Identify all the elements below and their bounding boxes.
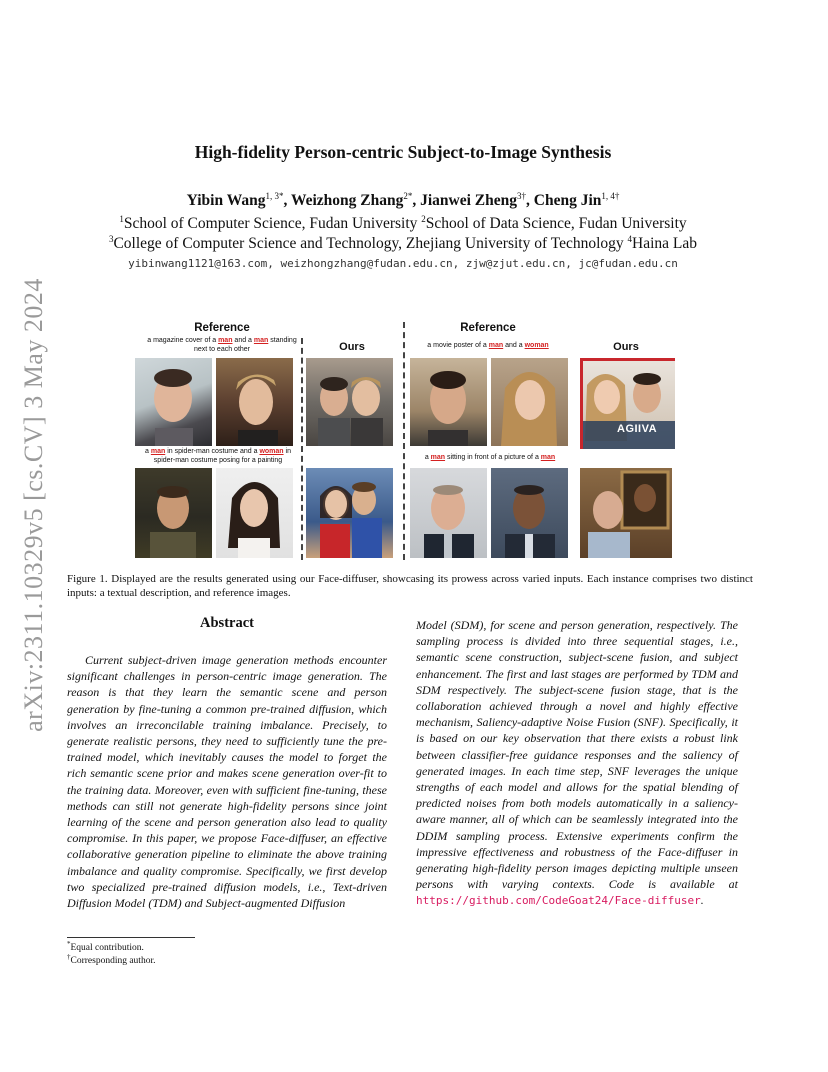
arxiv-sidebar xyxy=(14,278,54,732)
affiliation-line-1: $^1$School of Computer Science, Fudan University $^2$School of Data Science, Fudan University xyxy=(119,214,687,233)
prompt-text: a man in spider-man costume and a woman in spider-man costume posing for a painting xyxy=(145,448,291,464)
code-link[interactable]: https://github.com/CodeGoat24/Face-diffuser xyxy=(416,894,701,908)
footnote: †Corresponding author. xyxy=(67,953,156,967)
abstract-heading: Abstract xyxy=(200,615,254,631)
figure-divider xyxy=(403,322,405,560)
figure-caption: Figure 1. Displayed are the results generated using our Face-diffuser, showcasing its prowess across varied inputs. Each instance comprises two distinct inputs: a textual description, and reference images. xyxy=(67,573,753,599)
poster-title: AGIIVA xyxy=(617,423,658,435)
reference-photo xyxy=(491,358,568,446)
reference-photo xyxy=(135,468,212,558)
paper-title: High-fidelity Person-centric Subject-to-Image Synthesis xyxy=(194,142,612,162)
ours-heading: Ours xyxy=(613,341,639,353)
author: Yibin Wang$^{1, 3*}$, xyxy=(186,191,291,210)
abstract-column-1: Current subject-driven image generation methods encounter significant challenges in person-centric image generation. The reason is that they learn the semantic scene and person generation by fine-tuning a common pre-trained diffusion, which involves an irreconcilable training imbalance. Precisely, to generate realistic persons, they need to sufficiently tune the pre-trained model, which inevitably causes the model to forget the rich semantic scene prior and makes scene generation over-fit to the training data. Moreover, even with sufficient fine-tuning, these methods can still not generate high-fidelity persons since joint learning of the scene and person generation also lead to quality compromise. In this paper, we propose Face-diffuser, an effective collaborative generation pipeline to eliminate the above training imbalance and quality compromise. Specifically, we first develop two specialized pre-trained diffusion models, i.e., Text-driven Diffusion Model (TDM) and Subject-augmented Diffusion xyxy=(67,653,387,911)
author-list xyxy=(0,191,806,210)
author: Weizhong Zhang$^{2*}$, xyxy=(290,191,421,210)
abstract-column-2: Model (SDM), for scene and person generation, respectively. The sampling process is divided into three sequential stages, i.e., semantic scene construction, subject-scene fusion, and subject enhancement. The first and last stages are performed by TDM and SDM respectively. The subject-scene fusion stage, that is the collaboration achieved through a novel and highly effective mechanism, Saliency-adaptive Noise Fusion (SNF). Specifically, it is based on our key observation that there exists a robust link between classifier-free guidance responses and the saliency of generated images. In each time step, SNF leverages the unique strengths of each model and allows for the spatial blending of predicted noises from both models automatically in a saliency-aware manner, all of which can be seamlessly integrated into the DDIM sampling process. Extensive experiments confirm the impressive effectiveness and robustness of the Face-diffuser in generating high-fidelity person images depicting multiple unseen persons with varying contexts. Code is available at https://github.com/CodeGoat24/Face-diffuser. xyxy=(416,618,738,908)
arxiv-id: arXiv:2311.10329v5 [cs.CV] 3 May 2024 xyxy=(19,278,48,732)
reference-photo xyxy=(216,358,293,446)
reference-heading: Reference xyxy=(194,322,250,334)
reference-photo xyxy=(410,468,487,558)
figure-divider xyxy=(301,338,303,560)
ours-heading: Ours xyxy=(339,341,365,353)
prompt-text: a man sitting in front of a picture of a man xyxy=(424,454,556,461)
affiliation-line-2: $^3$College of Computer Science and Technology, Zhejiang University of Technology $^4$Haina Lab xyxy=(108,234,698,253)
prompt-text: a magazine cover of a man and a man standing next to each other xyxy=(147,337,297,353)
figure-1 xyxy=(135,318,673,560)
generated-photo xyxy=(580,468,672,558)
generated-photo xyxy=(580,358,675,449)
generated-photo xyxy=(306,358,393,446)
reference-photo xyxy=(410,358,487,446)
prompt-text: a movie poster of a man and a woman xyxy=(427,342,549,349)
footnote-rule xyxy=(67,937,195,938)
author: Cheng Jin$^{1, 4\dagger}$ xyxy=(533,191,620,210)
author: Jianwei Zheng$^{3\dagger}$, xyxy=(420,191,534,210)
reference-heading: Reference xyxy=(460,322,516,334)
generated-photo xyxy=(306,468,393,558)
reference-photo xyxy=(216,468,293,558)
reference-photo xyxy=(491,468,568,558)
author-emails: yibinwang1121@163.com, weizhongzhang@fudan.edu.cn, zjw@zjut.edu.cn, jc@fudan.edu.cn xyxy=(128,257,678,270)
footnote: *Equal contribution. xyxy=(67,940,144,954)
reference-photo xyxy=(135,358,212,446)
